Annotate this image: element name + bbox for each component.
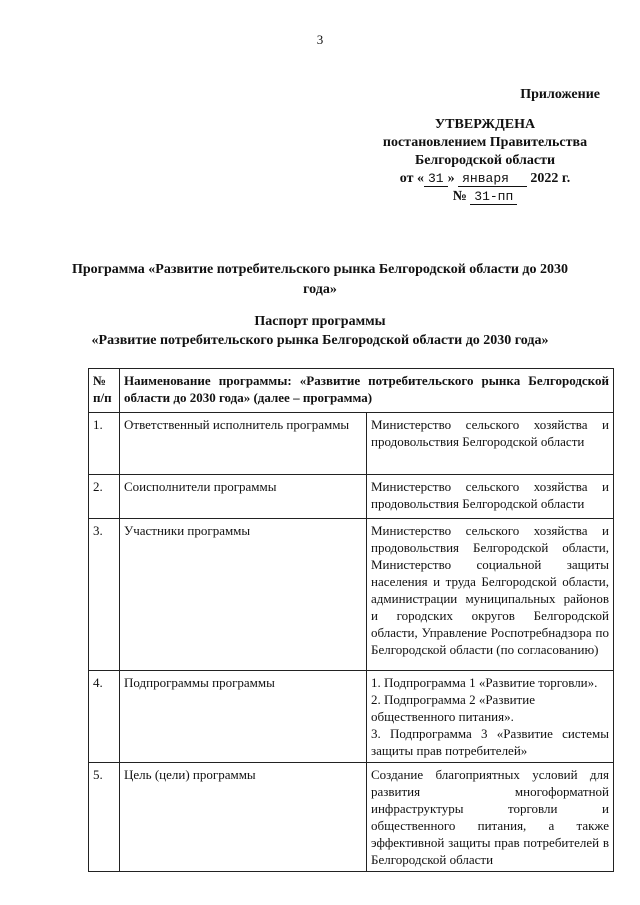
table-row: [89, 413, 614, 475]
table-row: [89, 763, 614, 872]
region-label: Белгородской области: [414, 153, 556, 168]
row-name: Подпрограммы программы: [120, 671, 367, 763]
row-value: Министерство сельского хозяйства и продовольствия Белгородской области: [367, 475, 614, 519]
date-month: января: [458, 171, 527, 187]
passport-title: [70, 312, 570, 350]
header-num: № п/п: [89, 369, 120, 413]
subprogram-item: 1. Подпрограмма 1 «Развитие торговли».: [371, 675, 598, 690]
table-row: [89, 519, 614, 671]
date-day: 31: [424, 171, 448, 187]
table-row: [89, 475, 614, 519]
row-name: Участники программы: [120, 519, 367, 671]
subprogram-item: 3. Подпрограмма 3 «Развитие системы защиты прав потребителей»: [371, 726, 609, 758]
row-value: [367, 671, 614, 763]
table-header-row: [89, 369, 614, 413]
row-value: Министерство сельского хозяйства и продовольствия Белгородской области, Министерство социальной защиты населения и труда Белгородской области, администрации муниципальных районов и городских округов Белгородской области, Управление Роспотребнадзора по Белгородской области (по согласованию): [367, 519, 614, 671]
resolution-label: постановлением Правительства: [382, 135, 588, 150]
row-name: Цель (цели) программы: [120, 763, 367, 872]
row-name: Соисполнители программы: [120, 475, 367, 519]
date-year: 2022 г.: [530, 171, 571, 186]
passport-title-line-1: Паспорт программы: [254, 314, 386, 329]
approval-block: [360, 86, 610, 206]
number-prefix: №: [452, 189, 467, 204]
row-num: 1.: [89, 413, 120, 475]
approved-label: УТВЕРЖДЕНА: [434, 117, 536, 132]
approval-date: [360, 170, 610, 188]
appendix-label: Приложение: [520, 87, 600, 102]
row-num: 4.: [89, 671, 120, 763]
date-mid: »: [447, 171, 455, 186]
date-prefix: от «: [399, 171, 424, 186]
number-value: 31-пп: [470, 189, 517, 205]
table-row: [89, 671, 614, 763]
row-value: Министерство сельского хозяйства и продовольствия Белгородской области: [367, 413, 614, 475]
row-num: 2.: [89, 475, 120, 519]
row-num: 5.: [89, 763, 120, 872]
approval-number: [360, 188, 610, 206]
row-num: 3.: [89, 519, 120, 671]
passport-title-line-2: «Развитие потребительского рынка Белгородской области до 2030 года»: [91, 333, 549, 348]
row-name: Ответственный исполнитель программы: [120, 413, 367, 475]
subprogram-item: 2. Подпрограмма 2 «Развитие общественного питания».: [371, 692, 535, 724]
header-text: Наименование программы: «Развитие потребительского рынка Белгородской области до 2030 года» (далее – программа): [120, 369, 614, 413]
program-title: Программа «Развитие потребительского рынка Белгородской области до 2030 года»: [71, 262, 569, 297]
passport-table: [88, 368, 614, 872]
page-number: 3: [316, 32, 324, 47]
row-value: Создание благоприятных условий для развития многоформатной инфраструктуры торговли и общественного питания, а также эффективной защиты прав потребителей в Белгородской области: [367, 763, 614, 872]
